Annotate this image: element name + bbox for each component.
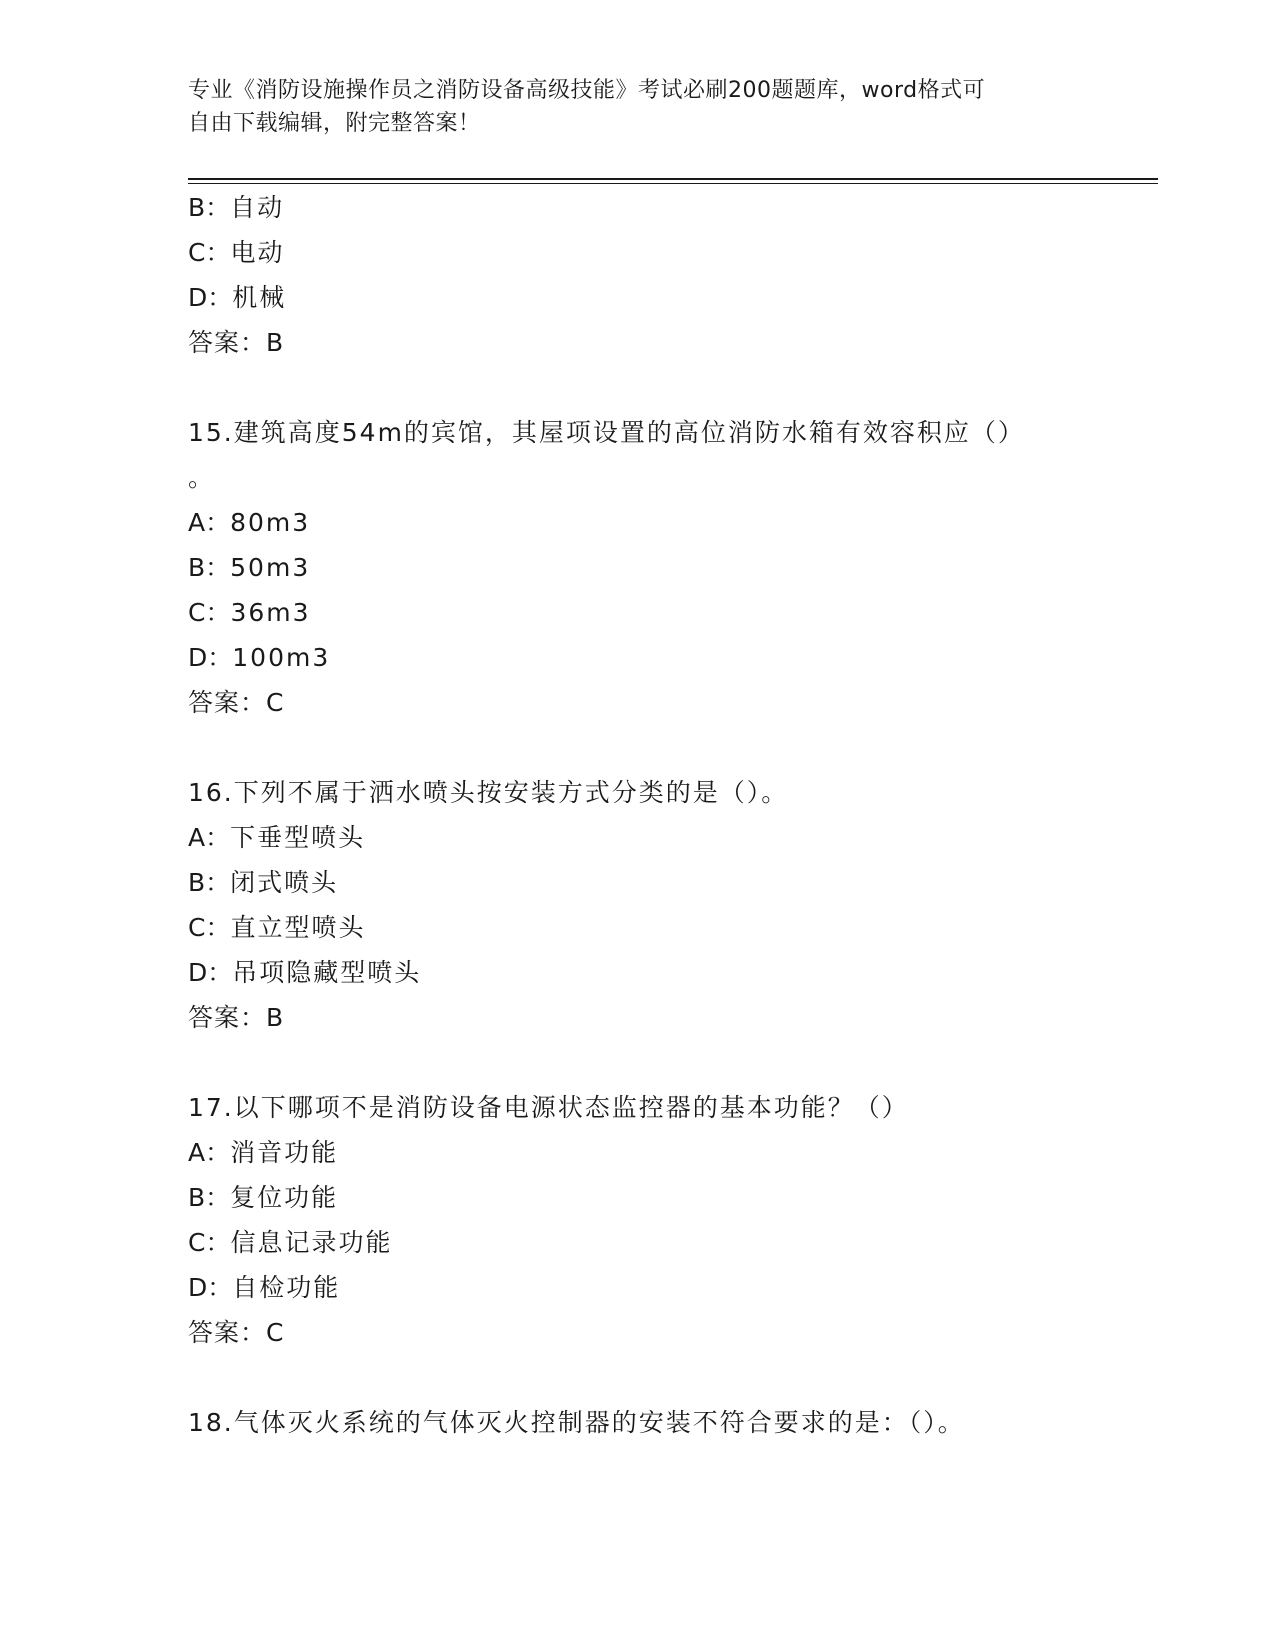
option-label: B：	[188, 1183, 231, 1212]
option-label: A：	[188, 508, 231, 537]
option-text: 100m3	[232, 643, 331, 672]
answer-line: 答案：B	[188, 1003, 285, 1032]
option-d	[188, 1272, 340, 1304]
question-stem-15-continued: 。	[188, 463, 216, 492]
option-c	[188, 1227, 392, 1259]
option-label: B：	[188, 868, 231, 897]
question-stem-15: 15.建筑高度54m的宾馆，其屋项设置的高位消防水箱有效容积应（）	[188, 418, 1025, 447]
question-stem-18: 18.气体灭火系统的气体灭火控制器的安装不符合要求的是：（）。	[188, 1408, 965, 1437]
answer-line: 答案：B	[188, 328, 285, 357]
document-header	[188, 74, 1088, 140]
header-divider-thick	[188, 178, 1158, 180]
option-text: 下垂型喷头	[230, 823, 366, 852]
option-text: 自动	[230, 193, 285, 222]
option-d	[188, 957, 421, 989]
option-c	[188, 912, 365, 944]
header-divider-thin	[188, 183, 1158, 184]
option-b	[188, 192, 284, 224]
option-text: 36m3	[230, 598, 311, 627]
option-label: A：	[188, 1138, 231, 1167]
header-title-line-2: 自由下载编辑，附完整答案！	[188, 111, 481, 136]
option-label: D：	[188, 1273, 233, 1302]
option-text: 机械	[232, 283, 287, 312]
option-label: B：	[188, 553, 231, 582]
option-label: C：	[188, 1228, 231, 1257]
header-title-line-1: 专业《消防设施操作员之消防设备高级技能》考试必刷200题题库，word格式可	[188, 78, 986, 103]
option-a	[188, 1137, 338, 1169]
option-label: B：	[188, 193, 231, 222]
option-c	[188, 597, 311, 629]
option-text: 吊项隐藏型喷头	[232, 958, 422, 987]
option-label: D：	[188, 283, 233, 312]
option-text: 50m3	[230, 553, 311, 582]
option-label: C：	[188, 598, 231, 627]
option-d	[188, 282, 286, 314]
option-label: A：	[188, 823, 231, 852]
option-label: C：	[188, 913, 231, 942]
option-d	[188, 642, 330, 674]
option-text: 复位功能	[230, 1183, 339, 1212]
option-text: 信息记录功能	[230, 1228, 393, 1257]
question-stem-16: 16.下列不属于洒水喷头按安装方式分类的是（）。	[188, 778, 789, 807]
option-b	[188, 1182, 338, 1214]
answer-line: 答案：C	[188, 1318, 285, 1347]
option-b	[188, 552, 310, 584]
option-a	[188, 507, 310, 539]
option-label: D：	[188, 643, 233, 672]
answer-line: 答案：C	[188, 688, 285, 717]
question-stem-17: 17.以下哪项不是消防设备电源状态监控器的基本功能？（）	[188, 1093, 909, 1122]
option-text: 电动	[230, 238, 285, 267]
option-b	[188, 867, 338, 899]
option-text: 自检功能	[232, 1273, 341, 1302]
option-text: 80m3	[230, 508, 311, 537]
option-text: 直立型喷头	[230, 913, 366, 942]
option-text: 消音功能	[230, 1138, 339, 1167]
option-text: 闭式喷头	[230, 868, 339, 897]
option-c	[188, 237, 284, 269]
option-a	[188, 822, 365, 854]
option-label: C：	[188, 238, 231, 267]
option-label: D：	[188, 958, 233, 987]
